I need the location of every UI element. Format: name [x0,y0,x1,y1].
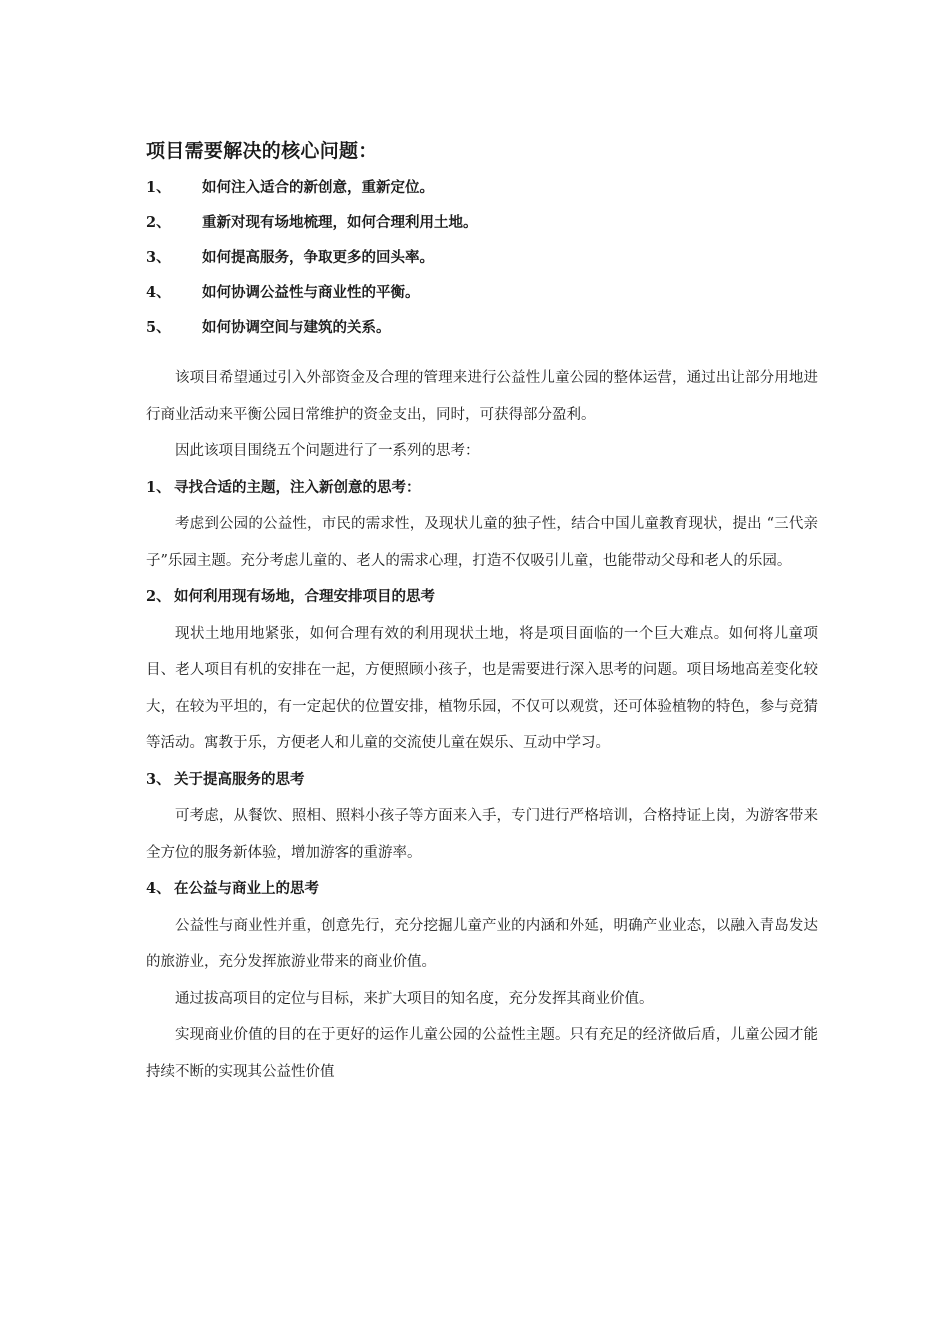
intro-paragraph: 该项目希望通过引入外部资金及合理的管理来进行公益性儿童公园的整体运营，通过出让部分用地进行商业活动来平衡公园日常维护的资金支出，同时，可获得部分盈利。 [146,370,818,423]
list-item [146,283,818,303]
section-paragraph: 可考虑，从餐饮、照相、照料小孩子等方面来入手，专门进行严格培训，合格持证上岗，为游客带来全方位的服务新体验，增加游客的重游率。 [146,808,818,861]
section-paragraph: 公益性与商业性并重，创意先行，充分挖掘儿童产业的内涵和外延，明确产业业态，以融入青岛发达的旅游业，充分发挥旅游业带来的商业价值。 [146,917,818,970]
section-paragraph: 现状土地用地紧张，如何合理有效的利用现状土地，将是项目面临的一个巨大难点。如何将儿童项目、老人项目有机的安排在一起，方便照顾小孩子，也是需要进行深入思考的问题。项目场地高差变化较大，在较为平坦的，有一定起伏的位置安排，植物乐园，不仅可以观赏，还可体验植物的特色，参与竞猜等活动。寓教于乐，方便老人和儿童的交流使儿童在娱乐、互动中学习。 [146,625,818,751]
section-heading [146,762,818,799]
list-item-text: 如何提高服务，争取更多的回头率。 [202,249,434,266]
section-paragraph: 实现商业价值的目的在于更好的运作儿童公园的公益性主题。只有充足的经济做后盾，儿童公园才能持续不断的实现其公益性价值 [146,1027,818,1080]
page-title: 项目需要解决的核心问题： [146,140,378,162]
document-content [146,136,818,1090]
list-item-number: 3、 [146,249,171,266]
section-heading [146,871,818,908]
section-number: 3、 [146,770,171,788]
section-number: 4、 [146,880,171,897]
list-item-text: 如何协调公益性与商业性的平衡。 [202,284,420,301]
list-item-number: 1、 [146,179,171,196]
section-title-text: 关于提高服务的思考 [174,770,305,788]
section-title-text: 寻找合适的主题，注入新创意的思考： [174,478,421,496]
intro-paragraph: 因此该项目围绕五个问题进行了一系列的思考： [175,443,480,459]
section-heading [146,579,818,616]
section-title-text: 在公益与商业上的思考 [174,880,319,897]
list-item [146,248,818,268]
list-item-text: 重新对现有场地梳理，如何合理利用土地。 [202,214,478,231]
core-issues-list [146,178,818,338]
section-paragraph: 考虑到公园的公益性，市民的需求性，及现状儿童的独子性，结合中国儿童教育现状，提出 “三代亲子”乐园主题。充分考虑儿童的、老人的需求心理，打造不仅吸引儿童，也能带动父母和老人的乐园。 [146,516,818,569]
section-number: 2、 [146,588,171,605]
section-paragraph: 通过拔高项目的定位与目标，来扩大项目的知名度，充分发挥其商业价值。 [175,990,654,1007]
document-body [146,360,818,1090]
list-item-text: 如何协调空间与建筑的关系。 [202,319,391,336]
section-number: 1、 [146,478,171,496]
list-item [146,213,818,233]
list-item-number: 4、 [146,284,171,301]
section-heading [146,470,818,507]
list-item-number: 5、 [146,319,171,336]
list-item [146,318,818,338]
section-title-text: 如何利用现有场地，合理安排项目的思考 [174,588,435,605]
list-item-text: 如何注入适合的新创意，重新定位。 [202,179,434,196]
list-item-number: 2、 [146,214,171,231]
list-item [146,178,818,198]
